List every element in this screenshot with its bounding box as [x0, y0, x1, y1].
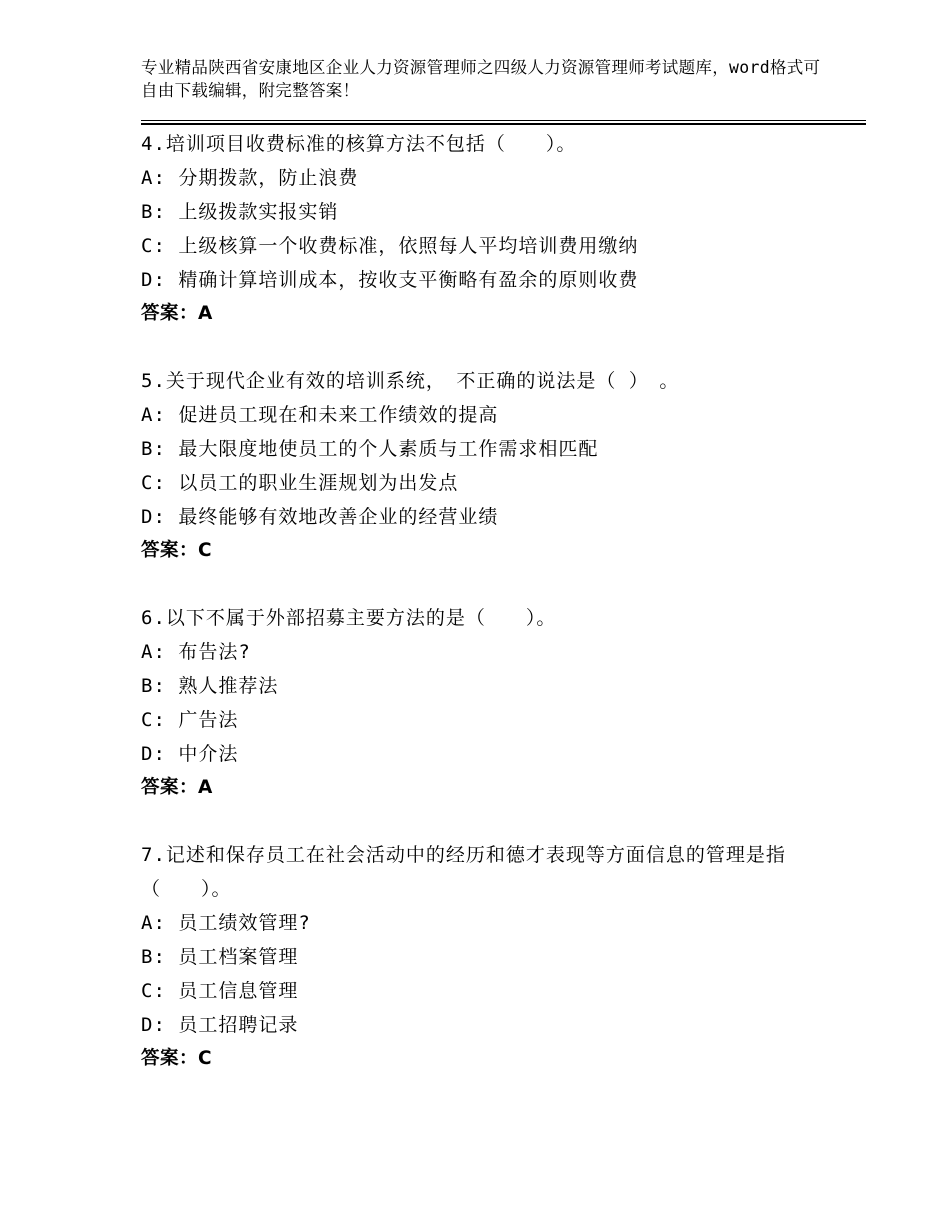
option-c: C: 上级核算一个收费标准，依照每人平均培训费用缴纳: [141, 235, 639, 257]
option-b: B: 熟人推荐法: [141, 675, 279, 697]
option-b: B: 上级拨款实报实销: [141, 201, 339, 223]
option-d: D: 精确计算培训成本，按收支平衡略有盈余的原则收费: [141, 269, 639, 291]
option-d: D: 员工招聘记录: [141, 1014, 299, 1036]
question-item: [141, 838, 841, 1076]
question-text: 7.记述和保存员工在社会活动中的经历和德才表现等方面信息的管理是指（ ）。: [141, 844, 786, 900]
option-b: B: 最大限度地使员工的个人素质与工作需求相匹配: [141, 438, 599, 460]
answer-label: 答案：A: [141, 777, 213, 798]
option-a: A: 促进员工现在和未来工作绩效的提高: [141, 404, 499, 426]
question-text: 4.培训项目收费标准的核算方法不包括（ ）。: [141, 133, 577, 155]
question-item: [141, 364, 841, 568]
question-item: [141, 601, 841, 805]
option-c: C: 以员工的职业生涯规划为出发点: [141, 472, 459, 494]
question-item: [141, 127, 841, 331]
option-c: C: 员工信息管理: [141, 980, 299, 1002]
option-a: A: 员工绩效管理?: [141, 912, 311, 934]
option-d: D: 最终能够有效地改善企业的经营业绩: [141, 506, 499, 528]
question-text: 6.以下不属于外部招募主要方法的是（ ）。: [141, 607, 557, 629]
header-divider-thin: [141, 120, 866, 121]
question-text: 5.关于现代企业有效的培训系统， 不正确的说法是（ ） 。: [141, 370, 680, 392]
option-b: B: 员工档案管理: [141, 946, 299, 968]
option-a: A: 分期拨款，防止浪费: [141, 167, 359, 189]
answer-label: 答案：A: [141, 303, 213, 324]
answer-label: 答案：C: [141, 1048, 213, 1069]
document-header: 专业精品陕西省安康地区企业人力资源管理师之四级人力资源管理师考试题库，word格式可自由下载编辑，附完整答案！: [141, 58, 821, 100]
answer-label: 答案：C: [141, 540, 213, 561]
question-list: [141, 127, 841, 1109]
option-d: D: 中介法: [141, 743, 239, 765]
option-a: A: 布告法?: [141, 641, 251, 663]
header-divider-thick: [141, 123, 866, 125]
option-c: C: 广告法: [141, 709, 239, 731]
